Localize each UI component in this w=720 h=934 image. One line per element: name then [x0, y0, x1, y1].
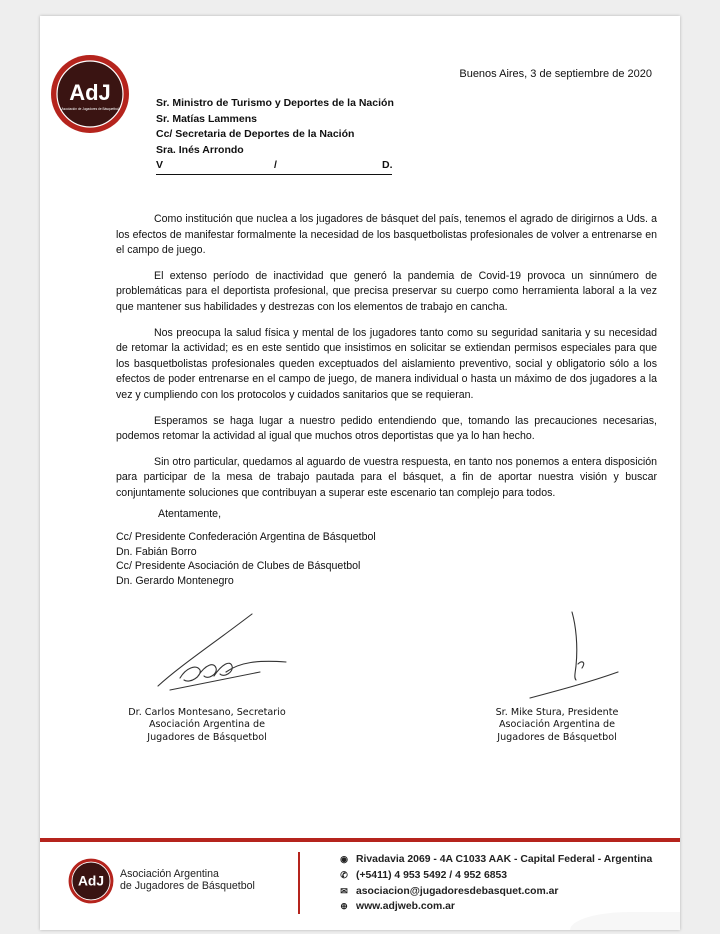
- vd-line: [156, 158, 392, 175]
- vd-slash: /: [274, 158, 382, 175]
- body-paragraph: Sin otro particular, quedamos al aguardo de vuestra respuesta, en tanto nos ponemos a entera disposición para participar de la mesa de trabajo pautada para el básquet, a fin de aportar nuestra visión y buscar conjuntamente soluciones que contribuyan a superar este escenario tan complejo para todos.: [116, 455, 657, 499]
- addressee-line: Sra. Inés Arrondo: [156, 143, 244, 156]
- footer-contacts: [338, 852, 652, 915]
- signer-org: Jugadores de Básquetbol: [147, 731, 267, 743]
- web-icon: ⊕: [340, 901, 348, 912]
- signature-montesano: [140, 606, 290, 696]
- adj-logo: [50, 54, 130, 134]
- footer-phone: [338, 868, 652, 884]
- letter-page: [40, 16, 680, 930]
- location-icon: ◉: [340, 854, 348, 864]
- addressee-block: [156, 96, 394, 175]
- footer-divider-line: [40, 838, 680, 842]
- footer-vertical-divider: [298, 852, 300, 914]
- cc-list: [116, 530, 376, 589]
- footer-adj-logo: [68, 858, 114, 904]
- signer-name: Sr. Mike Stura, Presidente: [495, 707, 619, 718]
- footer-website-text[interactable]: www.adjweb.com.ar: [356, 901, 455, 913]
- addressee-line: Cc/ Secretaria de Deportes de la Nación: [156, 128, 355, 140]
- footer-address-text: Rivadavia 2069 - 4A C1033 AAK - Capital Federal - Argentina: [356, 854, 653, 865]
- cc-line: Dn. Fabián Borro: [116, 545, 197, 558]
- vd-d: D.: [382, 158, 392, 175]
- vd-v: V: [156, 158, 274, 175]
- body-paragraph: Nos preocupa la salud física y mental de los jugadores tanto como su seguridad sanitaria y su necesidad de retomar la actividad; es en este sentido que insistimos en solicitar se extiendan permisos especiales para que los basquetbolistas profesionales queden exceptuados del aislamiento preventivo, social y obligatorio sólo a los efectos de poder entrenarse en el campo de juego, de manera individual o hasta un máximo de dos jugadores a la vez y cumpliendo con los protocolos y cuidados sanitarios que se requieran.: [116, 326, 657, 401]
- signature-block-left: [112, 707, 302, 744]
- footer-org-line: de Jugadores de Básquetbol: [120, 880, 255, 892]
- email-icon: ✉: [340, 885, 348, 896]
- cc-line: Dn. Gerardo Montenegro: [116, 575, 234, 588]
- footer-address: [338, 852, 652, 868]
- footer-org-line: Asociación Argentina: [120, 868, 219, 880]
- body-paragraph: Esperamos se haga lugar a nuestro pedido entendiendo que, tomando las precauciones necesarias, podemos retomar la actividad al igual que muchos otros deportistas que ya lo han hecho.: [116, 414, 657, 443]
- addressee-line: Sr. Matías Lammens: [156, 112, 257, 125]
- letter-body: [116, 212, 657, 512]
- footer-phone-text: (+5411) 4 953 5492 / 4 952 6853: [356, 869, 508, 881]
- logo-monogram: AdJ: [69, 80, 111, 105]
- closing: Atentamente,: [158, 508, 222, 520]
- letter-date: Buenos Aires, 3 de septiembre de 2020: [459, 68, 652, 80]
- signer-org: Asociación Argentina de: [148, 719, 266, 731]
- signature-stura: [500, 606, 620, 706]
- logo-subtext: Asociación de Jugadores de Básquetbol: [61, 107, 119, 111]
- signer-name: Dr. Carlos Montesano, Secretario: [128, 707, 286, 718]
- body-paragraph: El extenso período de inactividad que generó la pandemia de Covid-19 provoca un sinnúmero de problemáticas para el deportista profesional, que precisa preservar su cuerpo como herramienta laboral a la vez que mantener sus habilidades y destrezas con los elementos de trabajo en cancha.: [116, 269, 657, 313]
- footer-email[interactable]: [338, 884, 652, 900]
- cc-line: Cc/ Presidente Confederación Argentina de Básquetbol: [116, 531, 376, 543]
- footer-logo-monogram: AdJ: [77, 873, 105, 889]
- signer-org: Jugadores de Básquetbol: [497, 731, 617, 743]
- phone-icon: ✆: [340, 869, 348, 880]
- signature-block-right: [482, 707, 632, 744]
- addressee-line: Sr. Ministro de Turismo y Deportes de la Nación: [156, 97, 394, 109]
- footer-email-text[interactable]: asociacion@jugadoresdebasquet.com.ar: [356, 885, 559, 897]
- footer-org-name: [120, 868, 255, 892]
- cc-line: Cc/ Presidente Asociación de Clubes de Básquetbol: [116, 560, 361, 573]
- body-paragraph: Como institución que nuclea a los jugadores de básquet del país, tenemos el agrado de dirigirnos a Uds. a los efectos de manifestar formalmente la necesidad de los basquetbolistas profesionales de volver a entrenarse en el campo de juego.: [116, 213, 657, 257]
- signer-org: Asociación Argentina de: [498, 719, 616, 731]
